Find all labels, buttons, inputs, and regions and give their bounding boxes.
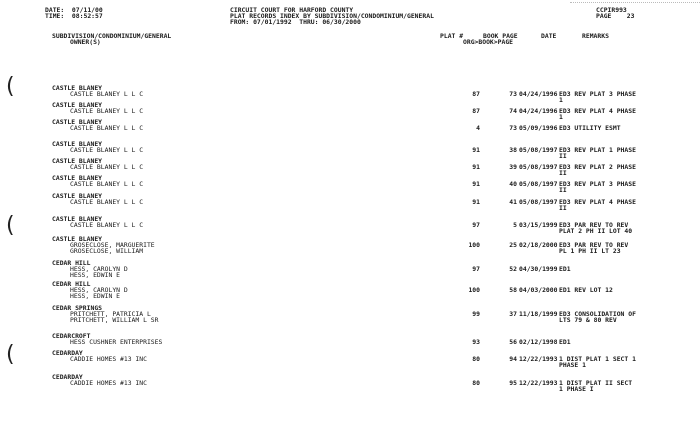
plat-number: 91 (472, 180, 480, 188)
binder-hole-mark: ( (6, 342, 15, 367)
plat-number: 93 (472, 338, 480, 346)
owner-name: CASTLE BLANEY L L C (70, 146, 144, 154)
owner-name: CASTLE BLANEY L L C (70, 221, 144, 229)
column-header-plat: PLAT # (440, 32, 464, 40)
subdivision-name: CASTLE BLANEY (52, 192, 103, 200)
plat-page: 41 (509, 198, 517, 206)
remarks-line: 1 (559, 113, 563, 121)
subdivision-name: CEDARCROFT (52, 332, 91, 340)
remarks-line: ED1 REV LOT 12 (559, 286, 613, 294)
plat-number: 91 (472, 146, 480, 154)
record-date: 05/08/1997 (519, 163, 558, 171)
remarks-line: II (559, 169, 567, 177)
plat-number: 80 (472, 355, 480, 363)
remarks-line: PHASE 1 (559, 361, 586, 369)
report-title: PLAT RECORDS INDEX BY SUBDIVISION/CONDOMINIUM/GENERAL (230, 12, 434, 20)
column-header-date: DATE (541, 32, 557, 40)
column-header-subdivision: SUBDIVISION/CONDOMINIUM/GENERAL (52, 32, 172, 40)
report-date: DATE: 07/11/00 (45, 6, 103, 14)
subdivision-name: CASTLE BLANEY (52, 140, 103, 148)
subdivision-name: CASTLE BLANEY (52, 101, 103, 109)
owner-name: HESS, EDWIN E (70, 292, 121, 300)
plat-page: 73 (509, 124, 517, 132)
plat-page: 25 (509, 241, 517, 249)
column-header-book-page: BOOK PAGE (483, 32, 518, 40)
owner-name: HESS, CAROLYN D (70, 286, 128, 294)
remarks-line: PL 1 PH II LT 23 (559, 247, 621, 255)
record-date: 03/15/1999 (519, 221, 558, 229)
record-date: 12/22/1993 (519, 355, 558, 363)
owner-name: HESS, EDWIN E (70, 271, 121, 279)
court-title: CIRCUIT COURT FOR HARFORD COUNTY (230, 6, 354, 14)
subdivision-name: CEDARDAY (52, 349, 83, 357)
subdivision-name: CASTLE BLANEY (52, 118, 103, 126)
plat-page: 37 (509, 310, 517, 318)
owner-name: CASTLE BLANEY L L C (70, 107, 144, 115)
remarks-line: ED3 REV PLAT 3 PHASE (559, 180, 636, 188)
record-date: 12/22/1993 (519, 379, 558, 387)
plat-number: 91 (472, 163, 480, 171)
record-date: 11/18/1999 (519, 310, 558, 318)
remarks-line: ED3 CONSOLIDATION OF (559, 310, 636, 318)
plat-page: 38 (509, 146, 517, 154)
plat-number: 99 (472, 310, 480, 318)
column-header-owners: OWNER(S) (70, 38, 101, 46)
remarks-line: ED3 UTILITY ESMT (559, 124, 621, 132)
subdivision-name: CEDAR HILL (52, 280, 91, 288)
subdivision-name: CASTLE BLANEY (52, 84, 103, 92)
column-header-org-book-page: ORG>BOOK>PAGE (463, 38, 514, 46)
binder-hole-mark: ( (6, 213, 15, 238)
plat-page: 52 (509, 265, 517, 273)
plat-page: 94 (509, 355, 517, 363)
remarks-line: ED3 PAR REV TO REV (559, 221, 629, 229)
owner-name: GROSECLOSE, WILLIAM (70, 247, 144, 255)
remarks-line: ED3 REV PLAT 4 PHASE (559, 198, 636, 206)
page-number: PAGE 23 (596, 12, 635, 20)
top-edge-rule (570, 2, 700, 3)
record-date: 04/30/1999 (519, 265, 558, 273)
plat-number: 100 (468, 286, 480, 294)
report-time: TIME: 08:52:57 (45, 12, 103, 20)
owner-name: PRITCHETT, PATRICIA L (70, 310, 151, 318)
remarks-line: II (559, 152, 567, 160)
remarks-line: ED3 REV PLAT 3 PHASE (559, 90, 636, 98)
remarks-line: 1 PHASE I (559, 385, 594, 393)
remarks-line: LTS 79 & 80 REV (559, 316, 617, 324)
plat-number: 4 (476, 124, 480, 132)
subdivision-name: CASTLE BLANEY (52, 235, 103, 243)
record-date: 04/03/2000 (519, 286, 558, 294)
plat-page: 74 (509, 107, 517, 115)
subdivision-name: CEDAR SPRINGS (52, 304, 103, 312)
record-date: 02/18/2000 (519, 241, 558, 249)
subdivision-name: CASTLE BLANEY (52, 215, 103, 223)
plat-number: 100 (468, 241, 480, 249)
remarks-line: ED1 (559, 338, 571, 346)
owner-name: CASTLE BLANEY L L C (70, 90, 144, 98)
remarks-line: 1 DIST PLAT 1 SECT 1 (559, 355, 636, 363)
report-date-range: FROM: 07/01/1992 THRU: 06/30/2000 (230, 18, 361, 26)
plat-number: 91 (472, 198, 480, 206)
owner-name: HESS, CAROLYN D (70, 265, 128, 273)
plat-number: 97 (472, 221, 480, 229)
column-header-remarks: REMARKS (582, 32, 609, 40)
plat-page: 58 (509, 286, 517, 294)
remarks-line: ED3 REV PLAT 4 PHASE (559, 107, 636, 115)
plat-number: 87 (472, 90, 480, 98)
owner-name: CASTLE BLANEY L L C (70, 198, 144, 206)
subdivision-name: CASTLE BLANEY (52, 157, 103, 165)
subdivision-name: CASTLE BLANEY (52, 174, 103, 182)
plat-page: 56 (509, 338, 517, 346)
owner-name: HESS CUSHNER ENTERPRISES (70, 338, 163, 346)
record-date: 05/08/1997 (519, 198, 558, 206)
owner-name: CADDIE HOMES #13 INC (70, 355, 147, 363)
owner-name: CASTLE BLANEY L L C (70, 124, 144, 132)
plat-number: 80 (472, 379, 480, 387)
plat-page: 5 (513, 221, 517, 229)
remarks-line: PLAT 2 PH II LOT 40 (559, 227, 633, 235)
owner-name: CASTLE BLANEY L L C (70, 163, 144, 171)
remarks-line: ED3 PAR REV TO REV (559, 241, 629, 249)
owner-name: CADDIE HOMES #13 INC (70, 379, 147, 387)
owner-name: CASTLE BLANEY L L C (70, 180, 144, 188)
record-date: 02/12/1998 (519, 338, 558, 346)
remarks-line: II (559, 204, 567, 212)
plat-number: 97 (472, 265, 480, 273)
remarks-line: ED3 REV PLAT 1 PHASE (559, 146, 636, 154)
plat-page: 40 (509, 180, 517, 188)
record-date: 05/08/1997 (519, 180, 558, 188)
binder-hole-mark: ( (6, 74, 15, 99)
plat-page: 39 (509, 163, 517, 171)
remarks-line: 1 DIST PLAT II SECT (559, 379, 633, 387)
subdivision-name: CEDARDAY (52, 373, 83, 381)
subdivision-name: CEDAR HILL (52, 259, 91, 267)
plat-page: 73 (509, 90, 517, 98)
owner-name: GROSECLOSE, MARGUERITE (70, 241, 155, 249)
record-date: 04/24/1996 (519, 90, 558, 98)
record-date: 04/24/1996 (519, 107, 558, 115)
record-date: 05/09/1996 (519, 124, 558, 132)
owner-name: PRITCHETT, WILLIAM L SR (70, 316, 159, 324)
remarks-line: ED3 REV PLAT 2 PHASE (559, 163, 636, 171)
report-id: CCPIR993 (596, 6, 627, 14)
remarks-line: 1 (559, 96, 563, 104)
remarks-line: ED1 (559, 265, 571, 273)
plat-page: 95 (509, 379, 517, 387)
plat-number: 87 (472, 107, 480, 115)
record-date: 05/08/1997 (519, 146, 558, 154)
remarks-line: II (559, 186, 567, 194)
